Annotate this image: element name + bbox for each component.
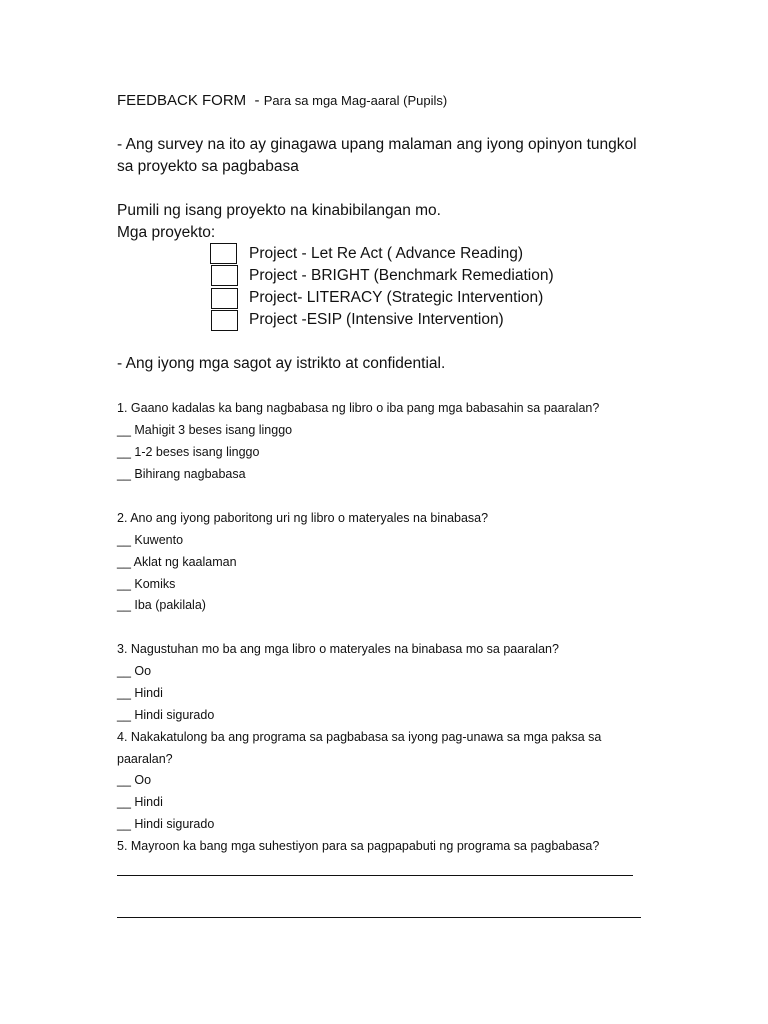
project-option-2: Project - BRIGHT (Benchmark Remediation) xyxy=(249,267,554,284)
projects-label: Mga proyekto: xyxy=(117,224,216,241)
question-4-option-2[interactable]: __ Hindi xyxy=(117,795,163,809)
form-title-text: FEEDBACK FORM xyxy=(117,92,247,109)
project-checkbox-4[interactable] xyxy=(211,310,238,331)
project-option-4: Project -ESIP (Intensive Intervention) xyxy=(249,311,504,328)
project-checkbox-2[interactable] xyxy=(211,265,238,286)
question-5: 5. Mayroon ka bang mga suhestiyon para sa pagpapabuti ng programa sa pagbabasa? xyxy=(117,839,600,853)
question-3-option-1[interactable]: __ Oo xyxy=(117,664,152,678)
choose-prompt: Pumili ng isang proyekto na kinabibilangan mo. xyxy=(117,202,441,219)
project-option-3: Project- LITERACY (Strategic Intervention) xyxy=(249,289,544,306)
form-title-separator: - xyxy=(254,92,260,109)
form-subtitle: Para sa mga Mag-aaral (Pupils) xyxy=(263,93,448,108)
question-1-option-3[interactable]: __ Bihirang nagbabasa xyxy=(117,467,246,481)
question-2-option-2[interactable]: __ Aklat ng kaalaman xyxy=(117,555,237,569)
answer-line-1[interactable] xyxy=(117,875,633,876)
question-2: 2. Ano ang iyong paboritong uri ng libro o materyales na binabasa? xyxy=(117,511,489,525)
question-4-line-1: 4. Nakakatulong ba ang programa sa pagbabasa sa iyong pag-unawa sa mga paksa sa xyxy=(117,730,602,744)
intro-line-1: - Ang survey na ito ay ginagawa upang malaman ang iyong opinyon tungkol xyxy=(117,136,637,153)
question-4-option-1[interactable]: __ Oo xyxy=(117,773,152,787)
question-1: 1. Gaano kadalas ka bang nagbabasa ng libro o iba pang mga babasahin sa paaralan? xyxy=(117,401,600,415)
question-1-option-1[interactable]: __ Mahigit 3 beses isang linggo xyxy=(117,423,293,437)
question-4-option-3[interactable]: __ Hindi sigurado xyxy=(117,817,215,831)
project-option-1: Project - Let Re Act ( Advance Reading) xyxy=(249,245,523,262)
question-2-option-3[interactable]: __ Komiks xyxy=(117,577,176,591)
question-3: 3. Nagustuhan mo ba ang mga libro o materyales na binabasa mo sa paaralan? xyxy=(117,642,559,656)
answer-line-2[interactable] xyxy=(117,917,641,918)
intro-line-2: sa proyekto sa pagbabasa xyxy=(117,158,299,175)
form-title xyxy=(117,92,447,109)
question-1-option-2[interactable]: __ 1-2 beses isang linggo xyxy=(117,445,260,459)
question-4-line-2: paaralan? xyxy=(117,752,173,766)
project-checkbox-1[interactable] xyxy=(210,243,237,264)
question-3-option-3[interactable]: __ Hindi sigurado xyxy=(117,708,215,722)
project-checkbox-3[interactable] xyxy=(211,288,238,309)
question-2-option-1[interactable]: __ Kuwento xyxy=(117,533,184,547)
question-3-option-2[interactable]: __ Hindi xyxy=(117,686,163,700)
confidential-note: - Ang iyong mga sagot ay istrikto at confidential. xyxy=(117,355,446,372)
question-2-option-4[interactable]: __ Iba (pakilala) xyxy=(117,598,206,612)
